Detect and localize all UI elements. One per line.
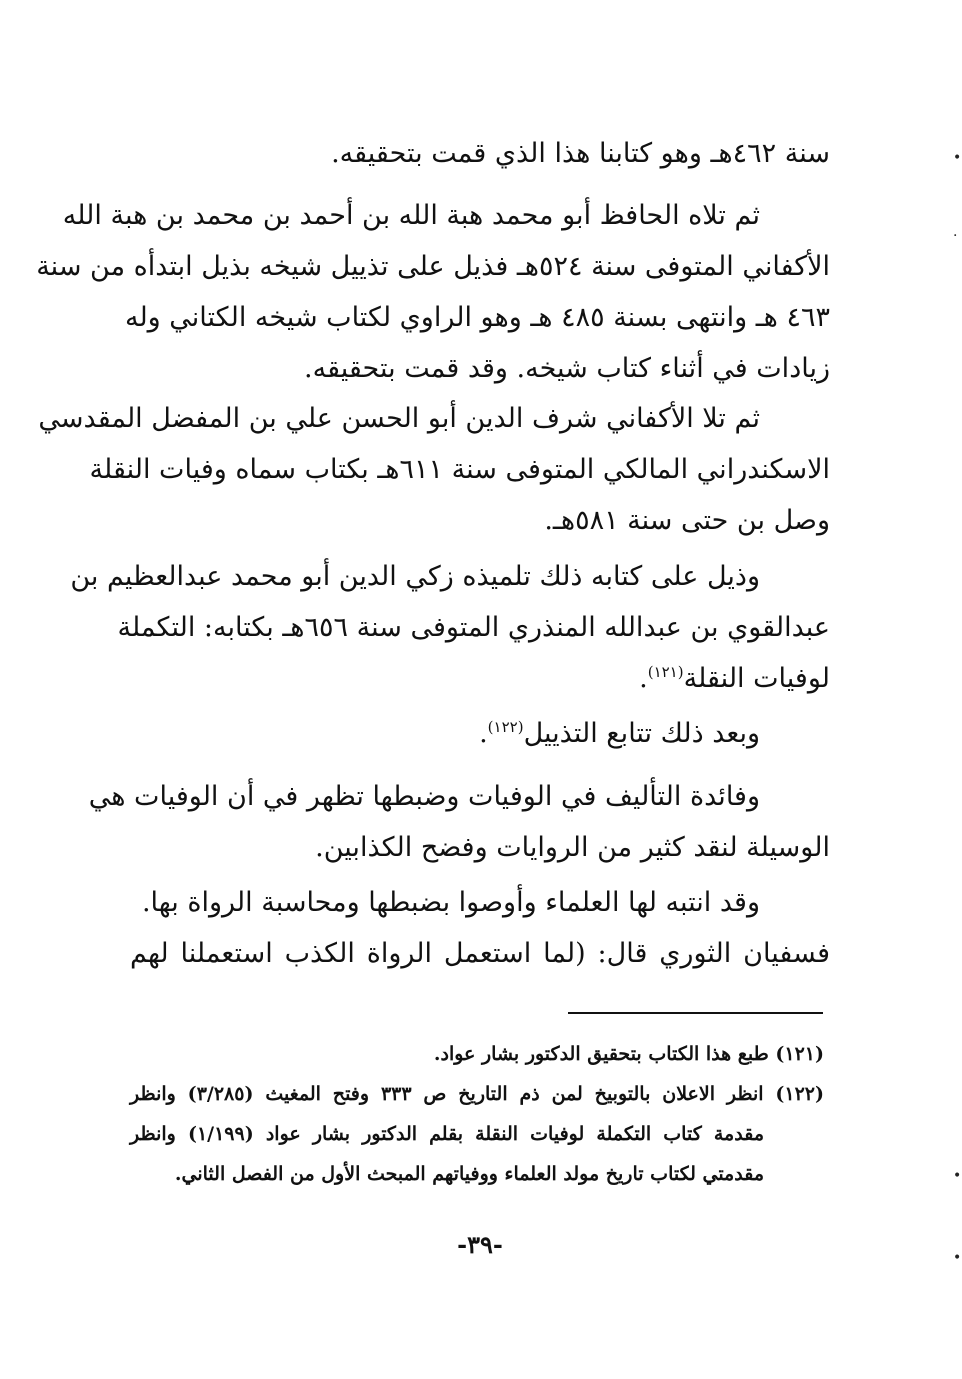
text-line: سنة ٤٦٢هـ وهو كتابنا هذا الذي قمت بتحقيقه. [331,138,830,169]
text-line: عبدالقوي بن عبدالله المنذري المتوفى سنة ٦٥٦هـ بكتابه: التكملة [117,612,830,643]
text-segment: . [479,718,488,749]
paragraph-akfani [36,190,830,394]
paragraph-tadhyil [130,708,830,759]
text-line: ثم تلا الأكفاني شرف الدين أبو الحسن علي بن المفضل المقدسي [38,403,760,434]
text-line [130,653,830,704]
text-line: وفائدة التأليف في الوفيات وضبطها تظهر في أن الوفيات هي [88,781,760,812]
footnotes [130,1034,824,1194]
text-segment: وبعد ذلك تتابع التذييل [523,718,760,749]
text-line: زيادات في أثناء كتاب شيخه. وقد قمت بتحقيقه. [304,353,830,384]
paragraph-thawri [130,877,830,979]
text-line: ثم تلاه الحافظ أبو محمد هبة الله بن أحمد بن محمد بن هبة الله [62,200,760,231]
footnote-line: مقدمتي لكتاب تاريخ مولد العلماء ووفياتهم المبحث الأول من الفصل الثاني. [174,1163,764,1185]
text-line: الوسيلة لنقد كثير من الروايات وفضح الكذابين. [315,832,830,863]
scan-speck: · [953,228,958,244]
paragraph-continuation [130,128,830,179]
footnote-ref-121[interactable]: (١٢١) [647,663,684,681]
text-line: وصل بن حتى سنة ٥٨١هـ. [544,505,830,536]
footnote-121: (١٢١) طبع هذا الكتاب بتحقيق الدكتور بشار عواد. [433,1043,824,1065]
scan-speck: • [953,1168,962,1184]
footnote-ref-122[interactable]: (١٢٢) [487,718,524,736]
text-line: الأكفاني المتوفى سنة ٥٢٤هـ فذيل على تذييل شيخه بذيل ابتدأه من سنة [36,251,830,282]
text-segment: . [639,663,648,694]
paragraph-maqdisi [38,393,830,546]
text-line: ٤٦٣ هـ وانتهى بسنة ٤٨٥ هـ وهو الراوي لكتاب شيخه الكتاني وله [124,302,830,333]
footnote-separator [568,1012,823,1014]
scan-speck: • [953,1250,962,1266]
text-line: وقد انتبه لها العلماء وأوصوا بضبطها ومحاسبة الرواة بها. [141,887,760,918]
text-line: وذيل على كتابه ذلك تلميذه زكي الدين أبو محمد عبدالعظيم بن [70,561,760,592]
paragraph-fayda [88,771,830,873]
paragraph-mundhiri [70,551,830,704]
scan-speck: • [953,150,962,166]
page-number: -٣٩- [457,1230,503,1259]
text-line: الاسكندراني المالكي المتوفى سنة ٦١١هـ بكتاب سماه وفيات النقلة [89,454,830,485]
text-line: فسفيان الثوري قال: (لما استعمل الرواة الكذب استعملنا لهم [130,938,830,969]
footnote-line: مقدمة كتاب التكملة لوفيات النقلة بقلم الدكتور بشار عواد (١/١٩٩) وانظر [130,1123,764,1145]
text-segment: لوفيات النقلة [683,663,830,694]
footnote-122: (١٢٢) انظر الاعلان بالتوبيخ لمن ذم التاريخ ص ٣٣٣ وفتح المغيث (٣/٢٨٥) وانظر [130,1083,824,1105]
text-line [130,708,830,759]
